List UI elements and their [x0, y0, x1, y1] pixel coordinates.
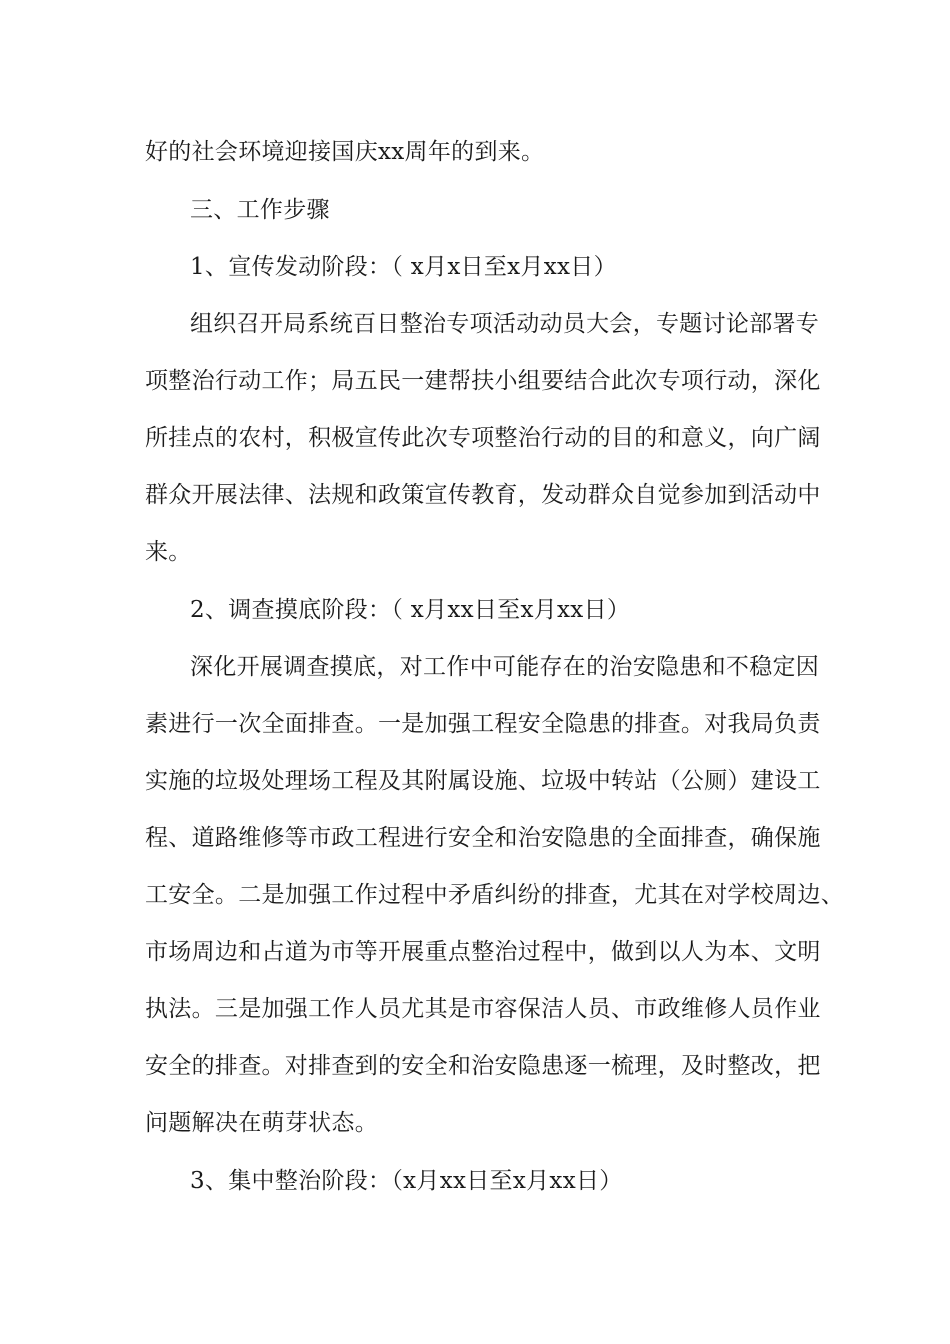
paragraph-line: 市场周边和占道为市等开展重点整治过程中，做到以人为本、文明: [145, 939, 821, 965]
paragraph-line: 好的社会环境迎接国庆xx周年的到来。: [145, 139, 545, 165]
paragraph-line: 问题解决在萌芽状态。: [145, 1110, 378, 1136]
paragraph-line: 来。: [145, 539, 192, 565]
step-heading: 3、集中整治阶段：（x月xx日至x月xx日）: [190, 1168, 623, 1194]
paragraph-line: 程、道路维修等市政工程进行安全和治安隐患的全面排查，确保施: [145, 825, 821, 851]
paragraph-line: 群众开展法律、法规和政策宣传教育，发动群众自觉参加到活动中: [145, 482, 821, 508]
paragraph-line: 项整治行动工作；局五民一建帮扶小组要结合此次专项行动，深化: [145, 368, 821, 394]
paragraph-line: 实施的垃圾处理场工程及其附属设施、垃圾中转站（公厕）建设工: [145, 768, 821, 794]
step-heading: 2、调查摸底阶段：（ x月xx日至x月xx日）: [190, 597, 631, 623]
paragraph-line: 深化开展调查摸底，对工作中可能存在的治安隐患和不稳定因: [190, 654, 820, 680]
paragraph-line: 执法。三是加强工作人员尤其是市容保洁人员、市政维修人员作业: [145, 996, 821, 1022]
paragraph-line: 素进行一次全面排查。一是加强工程安全隐患的排查。对我局负责: [145, 711, 821, 737]
paragraph-line: 所挂点的农村，积极宣传此次专项整治行动的目的和意义，向广阔: [145, 425, 821, 451]
paragraph-line: 组织召开局系统百日整治专项活动动员大会，专题讨论部署专: [190, 311, 820, 337]
paragraph-line: 工安全。二是加强工作过程中矛盾纠纷的排查，尤其在对学校周边、: [145, 882, 844, 908]
section-heading: 三、工作步骤: [190, 197, 330, 223]
step-heading: 1、宣传发动阶段：（ x月x日至x月xx日）: [190, 254, 617, 280]
paragraph-line: 安全的排查。对排查到的安全和治安隐患逐一梳理，及时整改，把: [145, 1053, 821, 1079]
